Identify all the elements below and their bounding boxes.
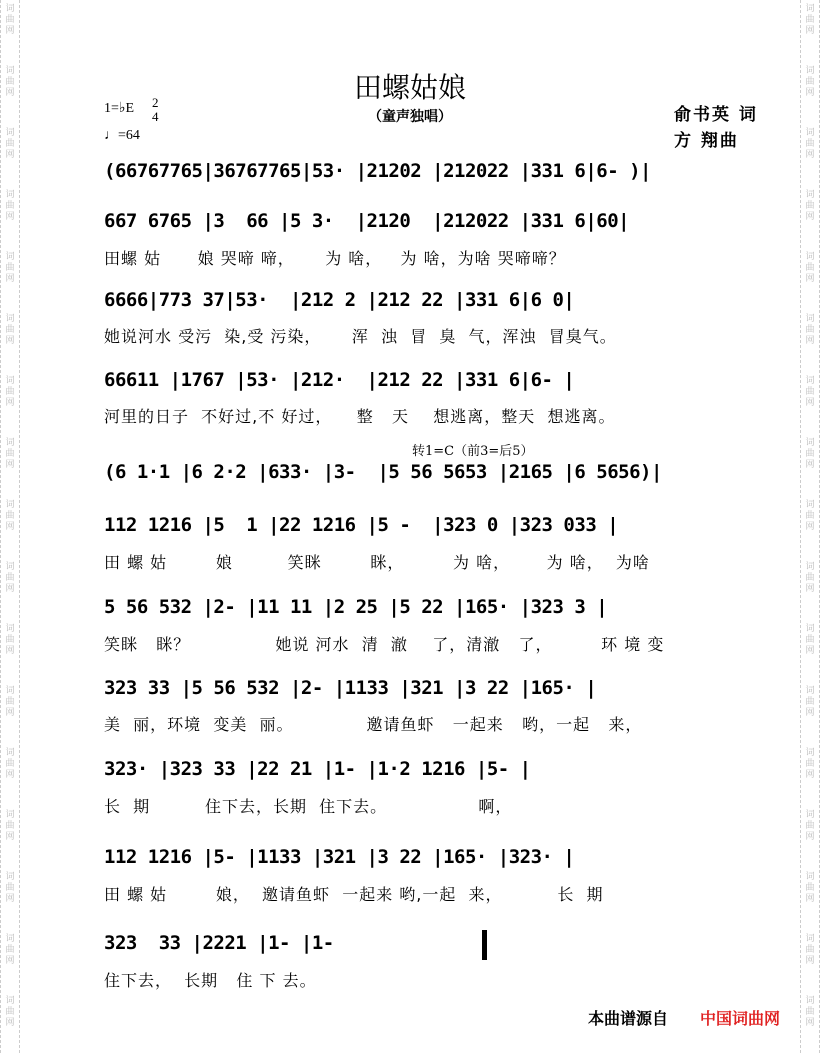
lyrics-line-7: 笑眯 眯？ 她说 河水 清 澈 了，清澈 了， 环 境 变: [104, 635, 665, 654]
side-watermark-right: 词 曲 网: [805, 562, 815, 594]
side-watermark-right: 词 曲 网: [805, 500, 815, 532]
source-label: 本曲谱源自: [588, 1009, 669, 1028]
meter-top: 2: [152, 95, 159, 110]
lyrics-line-4: 河里的日子 不好过,不 好过， 整 天 想逃离，整天 想逃离。: [104, 407, 616, 426]
side-watermark-left: 词 曲 网: [5, 438, 15, 470]
tempo-marking: ♩=64: [104, 128, 140, 143]
side-watermark-right: 词 曲 网: [805, 996, 815, 1028]
key-change-marking: 转1=C（前3=后5）: [412, 444, 534, 459]
notation-line-2: 667 6765 |3 66 |5 3· |2120 |212022 |331 6|60|: [104, 210, 630, 232]
site-name-link[interactable]: 中国词曲网: [700, 1009, 781, 1028]
side-watermark-left: 词 曲 网: [5, 624, 15, 656]
side-watermark-left: 词 曲 网: [5, 996, 15, 1028]
notation-line-4: 66611 |1767 |53· |212· |212 22 |331 6|6- |: [104, 369, 575, 391]
notation-line-5: (6 1·1 |6 2·2 |633· |3- |5 56 5653 |2165 |6 5656)|: [104, 461, 662, 483]
side-watermark-right: 词 曲 网: [805, 314, 815, 346]
side-watermark-left: 词 曲 网: [5, 810, 15, 842]
meter-bottom: 4: [152, 109, 159, 124]
side-watermark-right: 词 曲 网: [805, 438, 815, 470]
notation-line-7: 5 56 532 |2- |11 11 |2 25 |5 22 |165· |323 3 |: [104, 596, 608, 618]
side-watermark-right: 词 曲 网: [805, 686, 815, 718]
composer-credit: 方 翔曲: [674, 131, 739, 151]
side-watermark-right: 词 曲 网: [805, 810, 815, 842]
side-watermark-left: 词 曲 网: [5, 748, 15, 780]
song-title: 田螺姑娘: [353, 71, 466, 104]
side-watermark-left: 词 曲 网: [5, 66, 15, 98]
side-watermark-right: 词 曲 网: [805, 872, 815, 904]
notation-line-8: 323 33 |5 56 532 |2- |1133 |321 |3 22 |165· |: [104, 677, 597, 699]
notation-line-10: 112 1216 |5- |1133 |321 |3 22 |165· |323· |: [104, 846, 575, 868]
side-watermark-left: 词 曲 网: [5, 686, 15, 718]
side-watermark-left: 词 曲 网: [5, 562, 15, 594]
lyricist-credit: 俞书英 词: [674, 105, 758, 125]
side-watermark-left: 词 曲 网: [5, 376, 15, 408]
lyrics-line-8: 美 丽，环境 变美 丽。 邀请鱼虾 一起来 哟，一起 来，: [104, 715, 643, 734]
song-subtitle: （童声独唱）: [368, 109, 452, 125]
side-watermark-right: 词 曲 网: [805, 66, 815, 98]
side-watermark-left: 词 曲 网: [5, 190, 15, 222]
lyrics-line-9: 长 期 住下去，长期 住下去。 啊，: [104, 797, 513, 816]
lyrics-line-11: 住下去， 长期 住 下 去。: [104, 971, 317, 990]
side-watermark-right: 词 曲 网: [805, 624, 815, 656]
side-watermark-right: 词 曲 网: [805, 934, 815, 966]
side-watermark-right: 词 曲 网: [805, 128, 815, 160]
lyrics-line-2: 田螺 姑 娘 哭啼 啼， 为 啥， 为 啥，为啥 哭啼啼？: [104, 249, 566, 268]
notation-line-11: 323 33 |2221 |1- |1-: [104, 932, 334, 954]
side-watermark-right: 词 曲 网: [805, 748, 815, 780]
side-watermark-left: 词 曲 网: [5, 252, 15, 284]
notation-line-3: 6666|773 37|53· |212 2 |212 22 |331 6|6 0|: [104, 289, 575, 311]
side-watermark-left: 词 曲 网: [5, 314, 15, 346]
side-watermark-right: 词 曲 网: [805, 252, 815, 284]
side-watermark-right: 词 曲 网: [805, 376, 815, 408]
side-watermark-right: 词 曲 网: [805, 190, 815, 222]
side-watermark-left: 词 曲 网: [5, 128, 15, 160]
notation-line-9: 323· |323 33 |22 21 |1- |1·2 1216 |5- |: [104, 758, 531, 780]
final-barline: [482, 930, 487, 960]
lyrics-line-3: 她说河水 受污 染,受 污染， 浑 浊 冒 臭 气，浑浊 冒臭气。: [104, 327, 617, 346]
side-watermark-left: 词 曲 网: [5, 4, 15, 36]
notation-line-1: (66767765|36767765|53· |21202 |212022 |331 6|6- )|: [104, 160, 651, 182]
time-signature: [152, 96, 159, 124]
side-watermark-left: 词 曲 网: [5, 500, 15, 532]
lyrics-line-6: 田 螺 姑 娘 笑眯 眯， 为 啥， 为 啥， 为啥: [104, 553, 650, 572]
key-signature: 1=♭E: [104, 101, 135, 116]
side-watermark-right: 词 曲 网: [805, 4, 815, 36]
lyrics-line-10: 田 螺 姑 娘， 邀请鱼虾 一起来 哟,一起 来， 长 期: [104, 885, 604, 904]
side-watermark-left: 词 曲 网: [5, 872, 15, 904]
notation-line-6: 112 1216 |5 1 |22 1216 |5 - |323 0 |323 033 |: [104, 514, 619, 536]
side-watermark-left: 词 曲 网: [5, 934, 15, 966]
